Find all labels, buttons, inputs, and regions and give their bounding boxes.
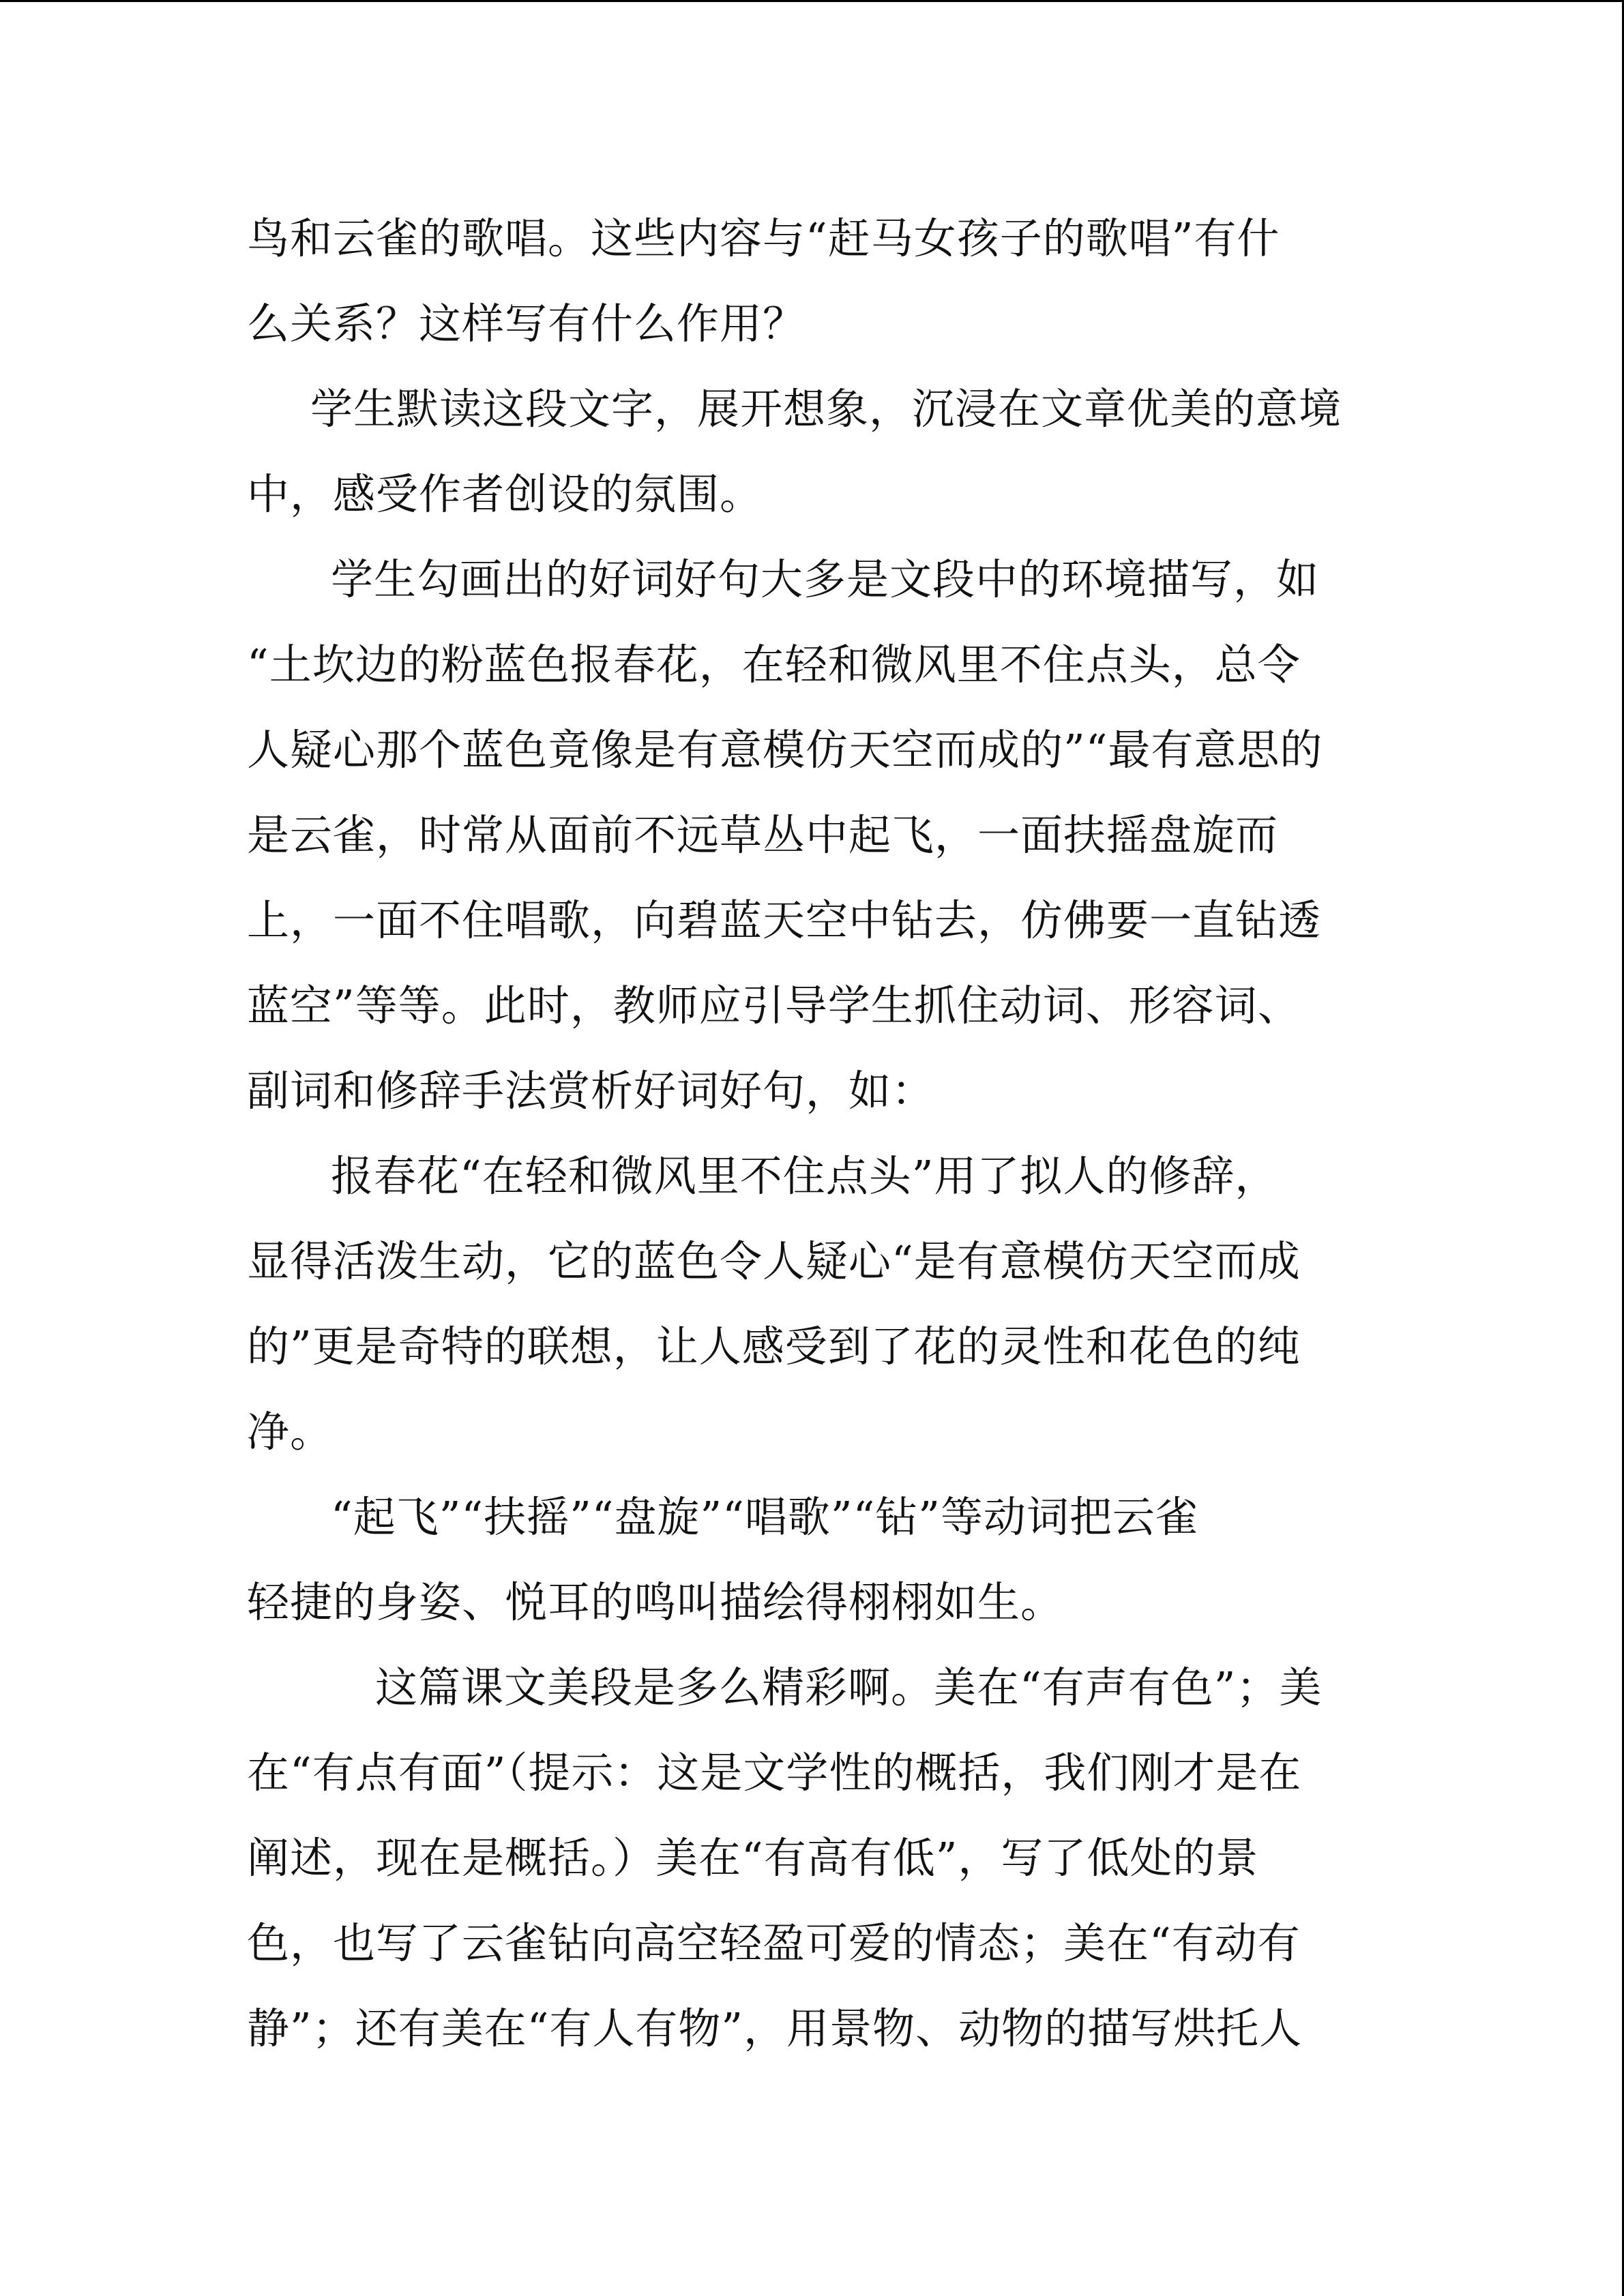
text-line: 这篇课文美段是多么精彩啊。美在“有声有色”；美 <box>375 1663 1323 1712</box>
text-line: 中，感受作者创设的氛围。 <box>247 469 763 519</box>
text-line: 蓝空”等等。此时，教师应引导学生抓住动词、形容词、 <box>247 981 1301 1030</box>
text-line: 净。 <box>247 1407 334 1457</box>
text-line: 上，一面不住唱歌，向碧蓝天空中钻去，仿佛要一直钻透 <box>247 895 1322 945</box>
text-line: 报春花“在轻和微风里不住点头”用了拟人的修辞， <box>331 1151 1278 1201</box>
top-border <box>0 0 1624 2</box>
text-line: 的”更是奇特的联想，让人感受到了花的灵性和花色的纯 <box>247 1322 1301 1371</box>
text-line: 色，也写了云雀钻向高空轻盈可爱的情态；美在“有动有 <box>247 1918 1301 1968</box>
text-line: 学生勾画出的好词好句大多是文段中的环境描写，如 <box>331 554 1320 604</box>
text-line: 在“有点有面”（提示：这是文学性的概括，我们刚才是在 <box>247 1748 1302 1798</box>
text-line: 人疑心那个蓝色竟像是有意模仿天空而成的”“最有意思的 <box>247 725 1323 775</box>
text-line: 轻捷的身姿、悦耳的鸣叫描绘得栩栩如生。 <box>247 1577 1064 1627</box>
text-line: 副词和修辞手法赏析好词好句，如： <box>247 1066 935 1116</box>
text-line: 是云雀，时常从面前不远草丛中起飞，一面扶摇盘旋而 <box>247 810 1279 860</box>
text-line: 鸟和云雀的歌唱。这些内容与“赶马女孩子的歌唱”有什 <box>247 213 1280 263</box>
text-line: “土坎边的粉蓝色报春花，在轻和微风里不住点头，总令 <box>247 640 1301 689</box>
text-line: 静”；还有美在“有人有物”，用景物、动物的描写烘托人 <box>247 2003 1303 2053</box>
text-line: 么关系？这样写有什么作用？ <box>247 299 806 348</box>
text-line: 学生默读这段文字，展开想象，沉浸在文章优美的意境 <box>310 384 1342 434</box>
text-line: “起飞”“扶摇”“盘旋”“唱歌”“钻”等动词把云雀 <box>331 1492 1198 1542</box>
text-line: 阐述，现在是概括。）美在“有高有低”，写了低处的景 <box>247 1833 1259 1883</box>
text-line: 显得活泼生动，它的蓝色令人疑心“是有意模仿天空而成 <box>247 1236 1301 1286</box>
